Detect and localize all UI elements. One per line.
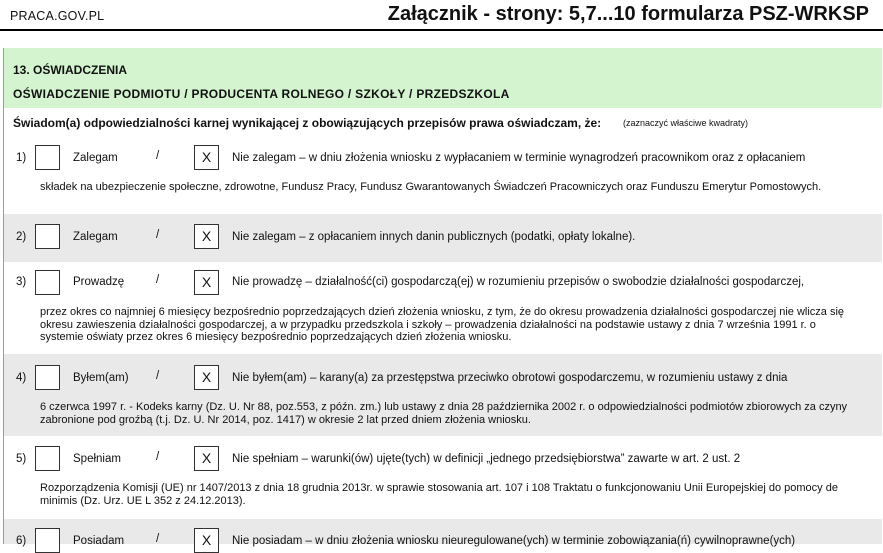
right-option-text: Nie zalegam – w dniu złożenia wniosku z wypłacaniem w terminie wynagrodzeń pracownikom oraz z opłacaniem [232,152,806,164]
statement-number: 3) [16,276,27,288]
statement-row [4,214,882,262]
section-number: 13. OŚWIADCZENIA [13,63,128,77]
right-option-text: Nie spełniam – warunki(ów) ujęte(tych) w definicji „jednego przedsiębiorstwa” zawarte w art. 2 ust. 2 [232,453,741,465]
left-checkbox[interactable] [35,365,60,390]
title-underline [0,29,883,31]
right-checkbox[interactable]: X [194,528,219,553]
site-name: PRACA.GOV.PL [10,9,105,23]
statement-row [4,263,882,353]
left-checkbox[interactable] [35,224,60,249]
right-option-text: Nie prowadzę – działalność(ci) gospodarczą(ej) w rozumieniu przepisów o swobodzie działalności gospodarczej, [232,276,805,288]
option-separator: / [156,451,160,463]
left-option-label: Zalegam [73,152,118,164]
right-option-text: Nie byłem(am) – karany(a) za przestępstwa przeciwko obrotowi gospodarczemu, w rozumieniu ustawy z dnia [232,372,788,384]
left-option-label: Zalegam [73,231,118,243]
statement-continuation: przez okres co najmniej 6 miesięcy bezpośrednio poprzedzających dzień złożenia wniosku, z tym, że do okresu prowadzenia działalności gospodarczej nie wlicza się okresu zawieszenia działalności gospodarczej, a w przypadku przedszkola i szkoły – prowadzenia działalności na podstawie ustawy z dnia 7 września 1991 r. o systemie oświaty przez okres 6 miesięcy bezpośrednio poprzedzających dzień złożenia wniosku. [40,306,845,343]
statement-continuation: składek na ubezpieczenie społeczne, zdrowotne, Fundusz Pracy, Fundusz Gwarantowanych Świadczeń Pracowniczych oraz Funduszu Emerytur Pomostowych. [40,181,822,193]
statement-number: 4) [16,372,27,384]
statement-number: 5) [16,453,27,465]
right-option-text: Nie zalegam – z opłacaniem innych danin publicznych (podatki, opłaty lokalne). [232,231,636,243]
option-separator: / [156,370,160,382]
right-checkbox[interactable]: X [194,145,219,170]
statement-row [4,354,882,436]
right-checkbox[interactable]: X [194,365,219,390]
declaration-lead: Świadom(a) odpowiedzialności karnej wynikającej z obowiązujących przepisów prawa oświadczam, że: [13,116,602,130]
left-option-label: Prowadzę [73,276,125,288]
statement-continuation: 6 czerwca 1997 r. - Kodeks karny (Dz. U. Nr 88, poz.553, z późn. zm.) lub ustawy z dnia 28 października 2002 r. o odpowiedzialności podmiotów zbiorowych za czyny zabronione pod groźbą (t.j. Dz. U. Nr 2014, poz. 1417) w okresie 2 lat przed dniem złożenia wniosku. [40,401,848,426]
right-checkbox[interactable]: X [194,224,219,249]
statement-row [4,136,882,213]
left-checkbox[interactable] [35,145,60,170]
statement-row [4,519,882,548]
left-option-label: Posiadam [73,535,125,547]
section-title: OŚWIADCZENIE PODMIOTU / PRODUCENTA ROLNEGO / SZKOŁY / PRZEDSZKOLA [13,87,510,101]
left-checkbox[interactable] [35,270,60,295]
document-title: Załącznik - strony: 5,7...10 formularza PSZ-WRKSP [387,3,869,25]
statement-number: 2) [16,231,27,243]
left-option-label: Spełniam [73,453,121,465]
statement-number: 6) [16,535,27,547]
right-checkbox[interactable]: X [194,446,219,471]
option-separator: / [156,150,160,162]
statement-row [4,437,882,518]
right-option-text: Nie posiadam – w dniu złożenia wniosku nieuregulowane(ych) w terminie zobowiązania(ń) cywilnoprawne(ych) [232,535,796,547]
left-checkbox[interactable] [35,446,60,471]
left-option-label: Byłem(am) [73,372,129,384]
statement-number: 1) [16,152,27,164]
option-separator: / [156,229,160,241]
statement-continuation: Rozporządzenia Komisji (UE) nr 1407/2013 z dnia 18 grudnia 2013r. w sprawie stosowania art. 107 i 108 Traktatu o funkcjonowaniu Unii Europejskiej do pomocy de minimis (Dz. Urz. UE L 352 z 24.12.2013). [40,482,838,507]
left-checkbox[interactable] [35,528,60,553]
option-separator: / [156,533,160,545]
option-separator: / [156,274,160,286]
instruction-note: (zaznaczyć właściwe kwadraty) [623,118,749,128]
right-checkbox[interactable]: X [194,270,219,295]
